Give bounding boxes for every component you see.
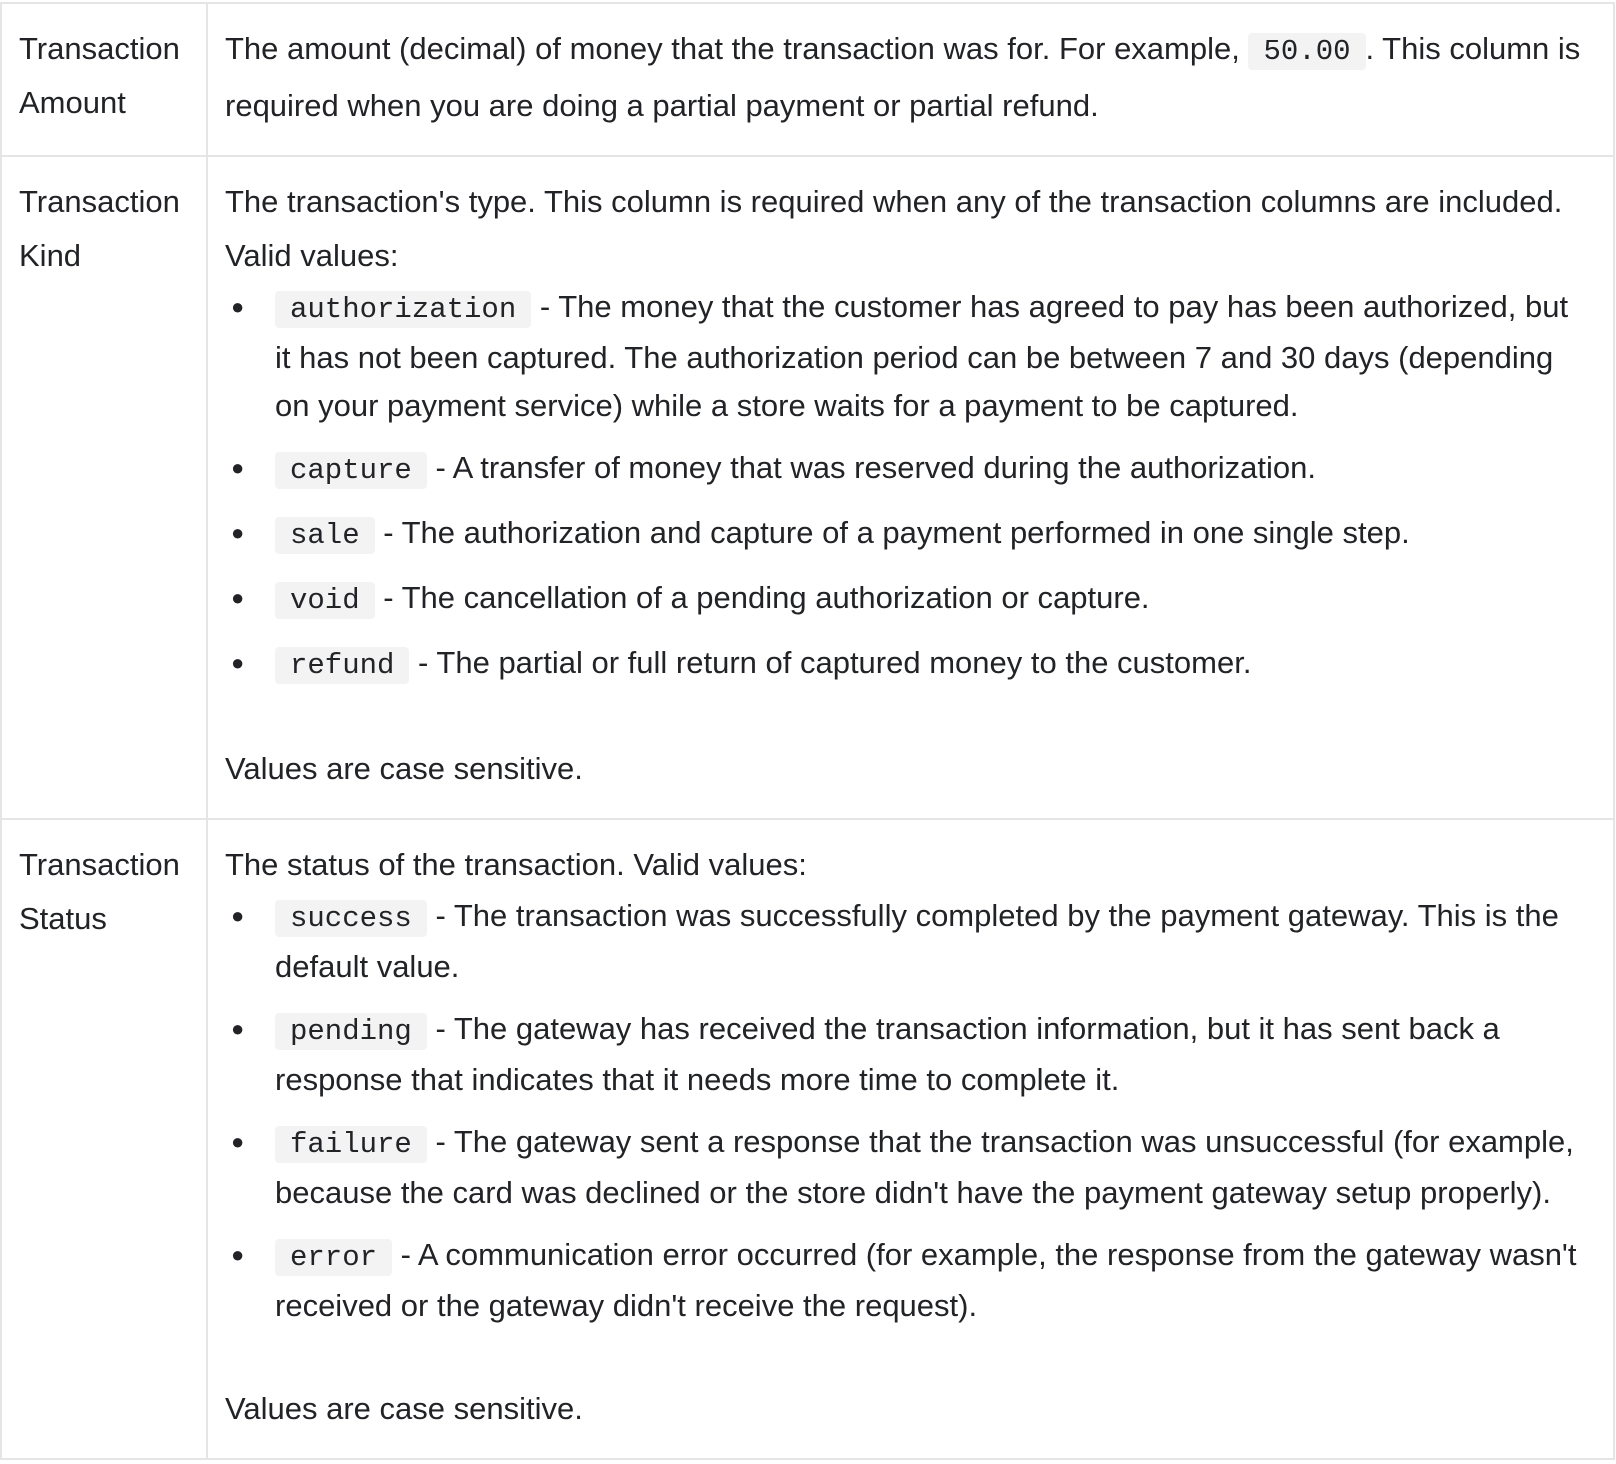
value-description: - The transaction was successfully completed by the payment gateway. This is the default value.: [275, 898, 1559, 984]
bullet-icon: ●: [231, 455, 245, 480]
bullet-icon: ●: [231, 1016, 245, 1041]
field-name-line: Transaction: [19, 31, 180, 66]
value-description: - The gateway has received the transaction information, but it has sent back a response that indicates that it needs more time to complete it.: [275, 1011, 1500, 1097]
list-item: [225, 444, 1589, 495]
list-item: [225, 1005, 1589, 1104]
example-code: 50.00: [1248, 33, 1365, 70]
field-description: The status of the transaction. Valid values:: [225, 847, 807, 882]
bullet-icon: ●: [231, 585, 245, 610]
table-row: [1, 819, 1614, 1459]
list-item: [225, 509, 1589, 560]
value-code: pending: [275, 1013, 427, 1050]
bullet-icon: ●: [231, 1129, 245, 1154]
field-name-line: Status: [19, 901, 107, 936]
field-name-cell: [1, 3, 207, 156]
valid-values-list: [225, 892, 1589, 1330]
field-description-cell: [207, 819, 1614, 1459]
value-code: refund: [275, 647, 409, 684]
value-code: success: [275, 900, 427, 937]
description-text: The amount (decimal) of money that the transaction was for. For example,: [225, 31, 1240, 66]
bullet-icon: ●: [231, 294, 245, 319]
table-row: [1, 3, 1614, 156]
field-name-cell: [1, 156, 207, 819]
value-description: - The money that the customer has agreed to pay has been authorized, but it has not been captured. The authorization period can be between 7 and 30 days (depending on your payment service) while a store waits for a payment to be captured.: [275, 289, 1569, 423]
value-description: - The gateway sent a response that the transaction was unsuccessful (for example, because the card was declined or the store didn't have the payment gateway setup properly).: [275, 1124, 1574, 1210]
bullet-icon: ●: [231, 520, 245, 545]
list-item: [225, 1231, 1589, 1330]
value-description: - The partial or full return of captured money to the customer.: [409, 645, 1252, 680]
value-description: - A communication error occurred (for example, the response from the gateway wasn't received or the gateway didn't receive the request).: [275, 1237, 1577, 1323]
bullet-icon: ●: [231, 650, 245, 675]
list-item: [225, 1118, 1589, 1217]
value-code: void: [275, 582, 375, 619]
description-text: . This column is required when you are doing a partial payment or partial refund.: [225, 31, 1581, 123]
list-item: [225, 892, 1589, 991]
value-code: failure: [275, 1126, 427, 1163]
value-code: authorization: [275, 291, 531, 328]
field-description-cell: [207, 3, 1614, 156]
value-code: capture: [275, 452, 427, 489]
value-description: - The authorization and capture of a payment performed in one single step.: [374, 515, 1410, 550]
table-row: [1, 156, 1614, 819]
value-description: - A transfer of money that was reserved during the authorization.: [426, 450, 1316, 485]
valid-values-list: [225, 283, 1589, 690]
value-description: - The cancellation of a pending authorization or capture.: [374, 580, 1150, 615]
list-item: [225, 283, 1589, 430]
case-sensitivity-note: Values are case sensitive.: [225, 1391, 583, 1426]
value-code: error: [275, 1239, 392, 1276]
field-name-line: Transaction: [19, 184, 180, 219]
case-sensitivity-note: Values are case sensitive.: [225, 751, 583, 786]
field-name-line: Amount: [19, 85, 126, 120]
list-item: [225, 574, 1589, 625]
field-reference-table: [0, 2, 1615, 1460]
bullet-icon: ●: [231, 903, 245, 928]
field-name-line: Transaction: [19, 847, 180, 882]
bullet-icon: ●: [231, 1242, 245, 1267]
field-name-line: Kind: [19, 238, 82, 273]
list-item: [225, 639, 1589, 690]
field-description-cell: [207, 156, 1614, 819]
value-code: sale: [275, 517, 375, 554]
field-description: The transaction's type. This column is required when any of the transaction columns are included. Valid values:: [225, 184, 1563, 273]
field-description: [225, 22, 1589, 133]
field-name-cell: [1, 819, 207, 1459]
